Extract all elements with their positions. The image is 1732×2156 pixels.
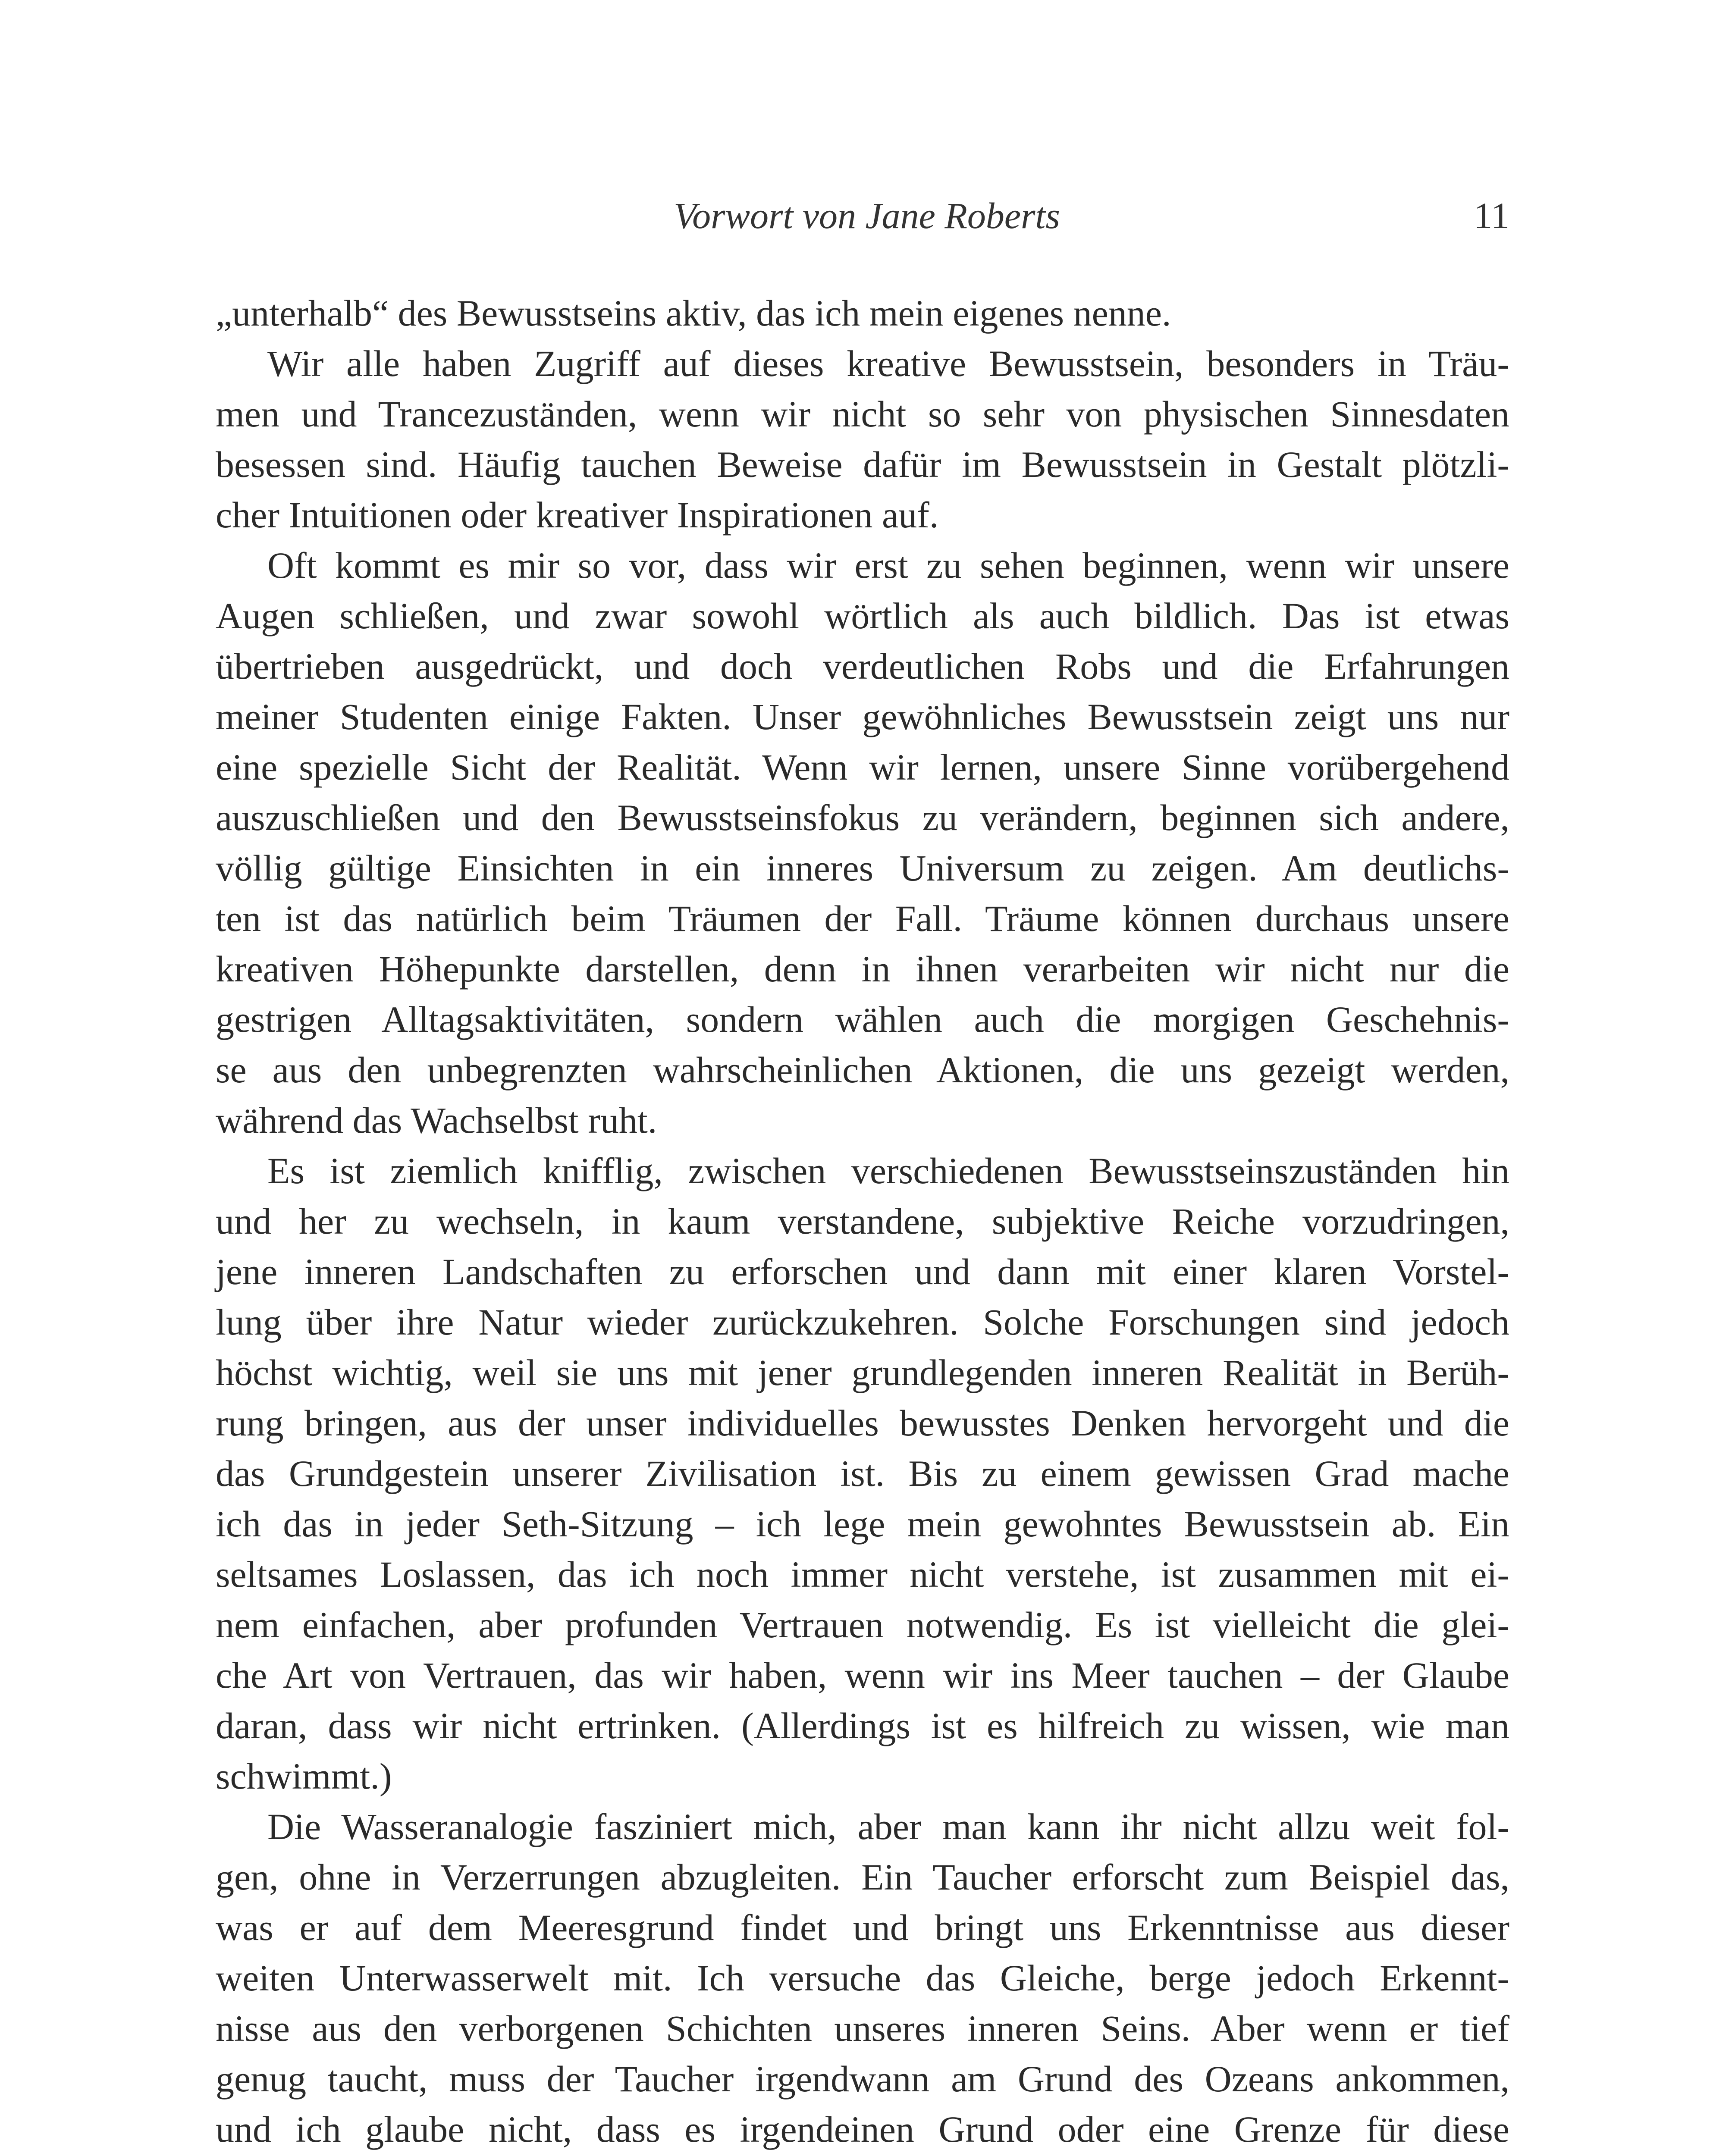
text-line: während das Wachselbst ruht.	[216, 1100, 657, 1141]
text-line: eine spezielle Sicht der Realität. Wenn wir lernen, unsere Sinne vorübergehend	[216, 746, 1509, 788]
text-line: und her zu wechseln, in kaum verstandene, subjektive Reiche vorzudringen,	[216, 1200, 1509, 1242]
text-line: Augen schließen, und zwar sowohl wörtlich als auch bildlich. Das ist etwas	[216, 595, 1509, 636]
text-line: seltsames Loslassen, das ich noch immer nicht verstehe, ist zusammen mit ei-	[216, 1554, 1509, 1595]
text-line: gestrigen Alltagsaktivitäten, sondern wählen auch die morgigen Geschehnis-	[216, 999, 1509, 1040]
text-line: und ich glaube nicht, dass es irgendeinen Grund oder eine Grenze für diese	[216, 2109, 1509, 2150]
paragraph	[216, 1802, 1509, 2156]
text-line: cher Intuitionen oder kreativer Inspirationen auf.	[216, 494, 939, 536]
paragraph	[216, 288, 1509, 338]
text-line: übertrieben ausgedrückt, und doch verdeutlichen Robs und die Erfahrungen	[216, 646, 1509, 687]
text-line: Es ist ziemlich knifflig, zwischen verschiedenen Bewusstseinszuständen hin	[267, 1150, 1509, 1191]
text-line: völlig gültige Einsichten in ein inneres Universum zu zeigen. Am deutlichs-	[216, 847, 1509, 889]
text-line: nisse aus den verborgenen Schichten unseres inneren Seins. Aber wenn er tief	[216, 2008, 1509, 2049]
paragraph	[216, 338, 1509, 540]
text-line: Oft kommt es mir so vor, dass wir erst zu sehen beginnen, wenn wir unsere	[267, 545, 1509, 586]
text-line: weiten Unterwasserwelt mit. Ich versuche das Gleiche, berge jedoch Erkennt-	[216, 1957, 1509, 1999]
text-line: Die Wasseranalogie fasziniert mich, aber man kann ihr nicht allzu weit fol-	[267, 1806, 1509, 1847]
text-line: gen, ohne in Verzerrungen abzugleiten. Ein Taucher erforscht zum Beispiel das,	[216, 1856, 1509, 1898]
text-line: das Grundgestein unserer Zivilisation ist. Bis zu einem gewissen Grad mache	[216, 1453, 1509, 1494]
text-line: jene inneren Landschaften zu erforschen und dann mit einer klaren Vorstel-	[216, 1251, 1509, 1292]
text-line: was er auf dem Meeresgrund findet und bringt uns Erkenntnisse aus dieser	[216, 1907, 1509, 1948]
paragraph	[216, 1146, 1509, 1802]
text-line: genug taucht, muss der Taucher irgendwann am Grund des Ozeans ankommen,	[216, 2058, 1509, 2100]
text-line: rung bringen, aus der unser individuelles bewusstes Denken hervorgeht und die	[216, 1402, 1509, 1444]
text-line: ten ist das natürlich beim Träumen der Fall. Träume können durchaus unsere	[216, 898, 1509, 939]
text-line: ich das in jeder Seth-Sitzung – ich lege mein gewohntes Bewusstsein ab. Ein	[216, 1503, 1509, 1545]
text-line: höchst wichtig, weil sie uns mit jener grundlegenden inneren Realität in Berüh-	[216, 1352, 1509, 1393]
text-line: daran, dass wir nicht ertrinken. (Allerdings ist es hilfreich zu wissen, wie man	[216, 1705, 1509, 1746]
text-line: kreativen Höhepunkte darstellen, denn in ihnen verarbeiten wir nicht nur die	[216, 948, 1509, 990]
text-line: che Art von Vertrauen, das wir haben, wenn wir ins Meer tauchen – der Glaube	[216, 1655, 1509, 1696]
paragraph	[216, 540, 1509, 1146]
text-line: men und Trancezuständen, wenn wir nicht so sehr von physischen Sinnesdaten	[216, 393, 1509, 435]
text-line: meiner Studenten einige Fakten. Unser gewöhnliches Bewusstsein zeigt uns nur	[216, 696, 1509, 737]
text-line: auszuschließen und den Bewusstseinsfokus zu verändern, beginnen sich andere,	[216, 797, 1509, 838]
running-title: Vorwort von Jane Roberts	[674, 195, 1060, 236]
text-line: lung über ihre Natur wieder zurückzukehren. Solche Forschungen sind jedoch	[216, 1301, 1509, 1343]
text-line: schwimmt.)	[216, 1755, 392, 1797]
body-text	[216, 288, 1509, 2156]
text-line: se aus den unbegrenzten wahrscheinlichen Aktionen, die uns gezeigt werden,	[216, 1049, 1509, 1091]
text-line: besessen sind. Häufig tauchen Beweise dafür im Bewusstsein in Gestalt plötzli-	[216, 444, 1509, 485]
page-number: 11	[1474, 195, 1509, 236]
text-line: „unterhalb“ des Bewusstseins aktiv, das ich mein eigenes nenne.	[216, 292, 1171, 334]
text-line: Wir alle haben Zugriff auf dieses kreative Bewusstsein, besonders in Träu-	[267, 343, 1509, 384]
text-line: nem einfachen, aber profunden Vertrauen notwendig. Es ist vielleicht die glei-	[216, 1604, 1509, 1645]
